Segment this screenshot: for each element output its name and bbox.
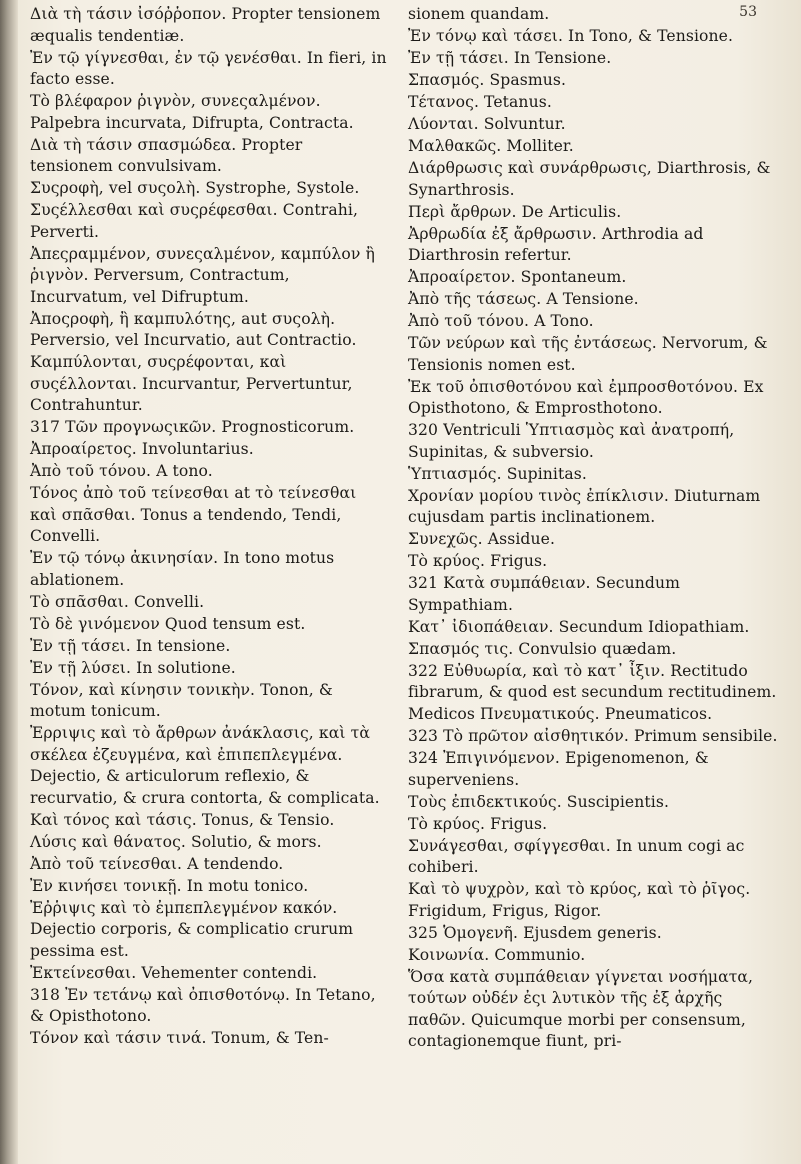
glossary-entry: Ἀπὸ τοῦ τόνου. A Tono. — [408, 312, 594, 330]
glossary-entry: 323 Τὸ πρῶτον αἰσθητικόν. Primum sensibile. — [408, 727, 778, 745]
glossary-entry: Medicos Πνευματικούς. Pneumaticos. — [408, 705, 713, 723]
glossary-entry: Ἐν τῇ τάσει. In tensione. — [30, 636, 231, 655]
glossary-entry: Τόνον, καὶ κίνησιν τονικὴν. Tonon, & motum tonicum. — [30, 680, 333, 720]
glossary-entry: Καὶ τόνος καὶ τάσις. Tonus, & Tensio. — [30, 810, 335, 829]
glossary-entry: Τέτανος. Tetanus. — [408, 93, 552, 111]
glossary-entry: Καμπύλονται, συςρέφονται, καὶ συςέλλονται. Incurvantur, Pervertuntur, Contrahuntur. — [30, 353, 353, 414]
glossary-entry: Ἐν τόνῳ καὶ τάσει. In Tono, & Tensione. — [408, 27, 734, 45]
glossary-entry: Περὶ ἄρθρων. De Articulis. — [408, 202, 622, 221]
glossary-entry: Τόνος ἀπὸ τοῦ τείνεσθαι at τὸ τείνεσθαι καὶ σπᾶσθαι. Tonus a tendendo, Tendi, Convelli. — [30, 484, 357, 545]
glossary-entry: Σπασμός. Spasmus. — [408, 71, 567, 89]
glossary-entry: 322 Εὐθυωρία, καὶ τὸ κατ᾽ ἶξιν. Rectitudo fibrarum, & quod est secundum rectitudinem. — [408, 661, 777, 701]
glossary-entry: Καὶ τὸ ψυχρὸν, καὶ τὸ κρύος, καὶ τὸ ῥῖγος. Frigidum, Frigus, Rigor. — [408, 880, 751, 920]
glossary-entry: Ἀποςροφὴ, ἢ καμπυλότης, aut συςολὴ. Perversio, vel Incurvatio, aut Contractio. — [30, 309, 357, 349]
glossary-entry: Συνάγεσθαι, σφίγγεσθαι. In unum cogi ac cohiberi. — [408, 836, 745, 876]
glossary-entry: Διὰ τὴ τάσιν σπασμώδεα. Propter tensionem convulsivam. — [30, 135, 303, 175]
glossary-entry: Ἀπὸ τῆς τάσεως. A Tensione. — [408, 290, 639, 308]
glossary-entry: sionem quandam. — [408, 5, 550, 23]
glossary-entry: Συςροφὴ, vel συςολὴ. Systrophe, Systole. — [30, 179, 360, 197]
glossary-entry: Ἐκτείνεσθαι. Vehementer contendi. — [30, 963, 318, 982]
glossary-entry: Ἀπὸ τοῦ τόνου. A tono. — [30, 462, 213, 480]
glossary-entry: Σπασμός τις. Convulsio quædam. — [408, 639, 677, 658]
page-gutter-shadow — [0, 0, 18, 1164]
glossary-entry: Ἀπεςραμμένον, συνεςαλμένον, καμπύλον ἢ ῥιγνὸν. Perversum, Contractum, Incurvatum, vel Difruptum. — [30, 244, 375, 306]
glossary-entry: Τὸ σπᾶσθαι. Convelli. — [30, 592, 205, 611]
glossary-entry: Τὸ βλέφαρον ῥιγνὸν, συνεςαλμένον. Palpebra incurvata, Difrupta, Contracta. — [30, 92, 354, 132]
glossary-entry: 325 Ὁμογενῆ. Ejusdem generis. — [408, 923, 662, 942]
glossary-entry: Ἐν τῇ τάσει. In Tensione. — [408, 49, 612, 67]
left-column — [30, 4, 388, 1050]
glossary-entry: 320 Ventriculi Ὑπτιασμὸς καὶ ἀνατροπή, Supinitas, & subversio. — [408, 421, 735, 461]
glossary-entry: Συςέλλεσθαι καὶ συςρέφεσθαι. Contrahi, Perverti. — [30, 201, 359, 241]
glossary-entry: Συνεχῶς. Assidue. — [408, 530, 556, 548]
glossary-entry: Ἀπροαίρετον. Spontaneum. — [408, 268, 627, 286]
right-column — [408, 4, 780, 1053]
glossary-entry: 324 Ἐπιγινόμενον. Epigenomenon, & superveniens. — [408, 749, 709, 789]
glossary-entry: Τὸ δὲ γινόμενον Quod tensum est. — [30, 614, 306, 633]
glossary-entry: 318 Ἐν τετάνῳ καὶ ὀπισθοτόνῳ. In Tetano, & Opisthotono. — [30, 985, 376, 1025]
glossary-entry: Κοινωνία. Communio. — [408, 945, 586, 964]
glossary-entry: Ἀρθρωδία ἐξ ἄρθρωσιν. Arthrodia ad Diarthrosin refertur. — [408, 224, 704, 264]
glossary-entry: Διάρθρωσις καὶ συνάρθρωσις, Diarthrosis, & Synarthrosis. — [408, 159, 771, 199]
glossary-entry: Τοὺς ἐπιδεκτικούς. Suscipientis. — [408, 792, 670, 811]
glossary-entry: Ἐν τῷ γίγνεσθαι, ἐν τῷ γενέσθαι. In fieri, in facto esse. — [30, 48, 387, 88]
glossary-entry: Ἐῤῥιψις καὶ τὸ ἐμπεπλεγμένον κακόν. Dejectio corporis, & complicatio crurum pessima est. — [30, 898, 354, 960]
glossary-entry: Ἐν τῷ τόνῳ ἀκινησίαν. In tono motus ablationem. — [30, 549, 335, 589]
glossary-entry: Τὸ κρύος. Frigus. — [408, 552, 548, 570]
glossary-entry: Ἐν κινήσει τονικῇ. In motu tonico. — [30, 876, 309, 895]
glossary-entry: Λύονται. Solvuntur. — [408, 115, 566, 133]
glossary-entry: Τόνον καὶ τάσιν τινά. Tonum, & Ten- — [30, 1029, 329, 1047]
glossary-entry: Τὸ κρύος. Frigus. — [408, 814, 548, 833]
glossary-entry: Διὰ τὴ τάσιν ἰσόῤῥοπον. Propter tensionem æqualis tendentiæ. — [30, 5, 381, 45]
glossary-entry: Ἀπροαίρετος. Involuntarius. — [30, 440, 254, 458]
glossary-entry: 317 Τῶν προγνωςικῶν. Prognosticorum. — [30, 418, 355, 436]
glossary-entry: Ἐκ τοῦ ὀπισθοτόνου καὶ ἐμπροσθοτόνου. Ex Opisthotono, & Emprosthotono. — [408, 377, 764, 417]
glossary-entry: Χρονίαν μορίου τινὸς ἐπίκλισιν. Diuturnam cujusdam partis inclinationem. — [408, 486, 761, 526]
glossary-entry: Τῶν νεύρων καὶ τῆς ἐντάσεως. Nervorum, & Tensionis nomen est. — [408, 334, 768, 374]
glossary-entry: 321 Κατὰ συμπάθειαν. Secundum Sympathiam. — [408, 574, 680, 614]
glossary-entry: Μαλθακῶς. Molliter. — [408, 137, 574, 155]
glossary-entry: Κατ᾽ ἰδιοπάθειαν. Secundum Idiopathiam. — [408, 617, 750, 636]
glossary-entry: Ὅσα κατὰ συμπάθειαν γίγνεται νοσήματα, τούτων οὐδέν ἐςι λυτικὸν τῆς ἐξ ἀρχῆς παθῶν. Quicumque morbi per consensum, contagionemque fiunt, pri- — [408, 967, 754, 1050]
glossary-entry: Ἐν τῇ λύσει. In solutione. — [30, 658, 236, 677]
glossary-entry: Ὑπτιασμός. Supinitas. — [408, 464, 587, 483]
page-number: 53 — [739, 4, 757, 20]
glossary-entry: Ἐρριψις καὶ τὸ ἄρθρων ἀνάκλασις, καὶ τὰ σκέλεα ἐζευγμένα, καὶ ἐπιπεπλεγμένα. Dejectio, & articulorum reflexio, & recurvatio, & crura contorta, & complicata. — [30, 724, 380, 807]
glossary-entry: Ἀπὸ τοῦ τείνεσθαι. A tendendo. — [30, 854, 284, 873]
glossary-entry: Λύσις καὶ θάνατος. Solutio, & mors. — [30, 832, 322, 851]
